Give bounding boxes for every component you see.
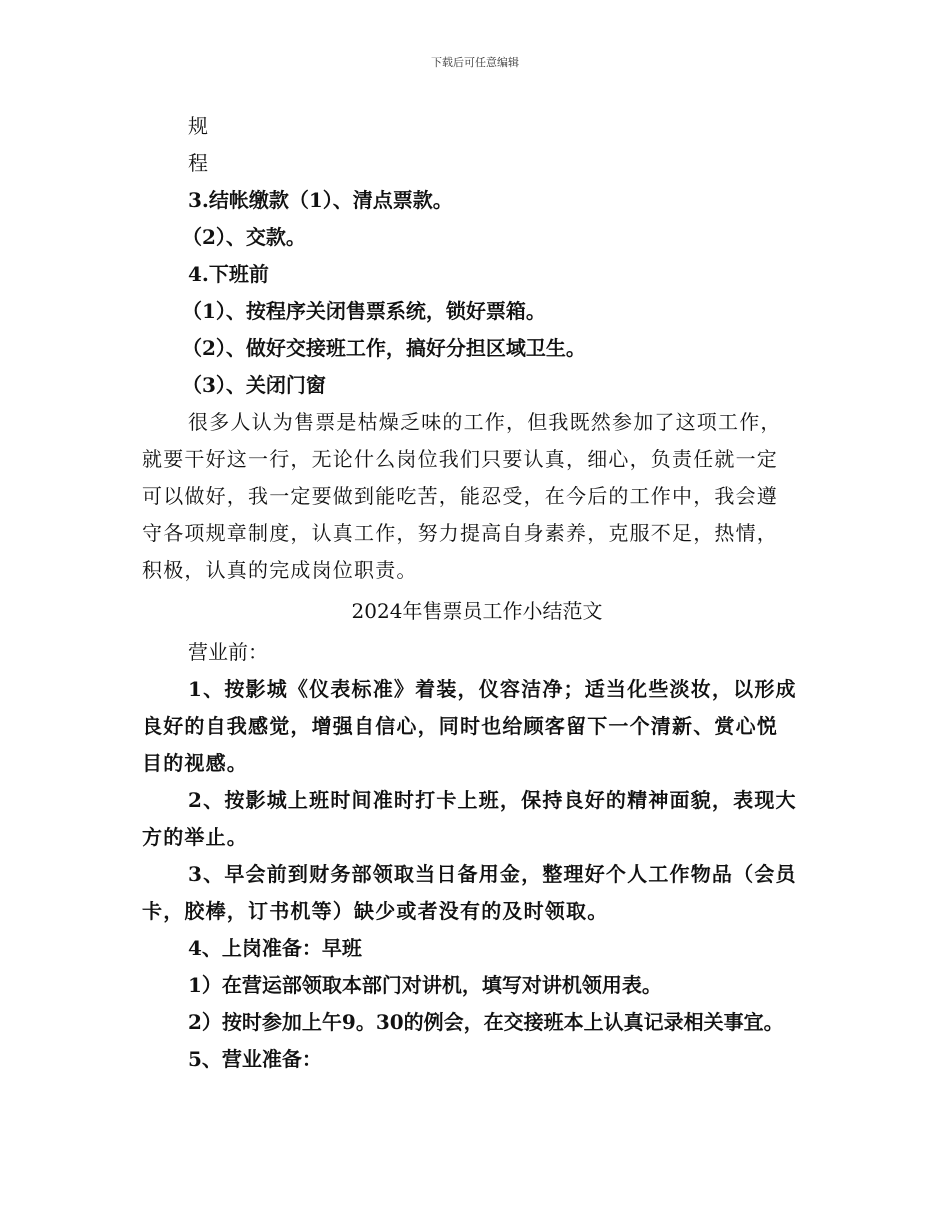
paragraph-line: 就要干好这一行，无论什么岗位我们只要认真，细心，负责任就一定 [142, 447, 778, 471]
text-line: 营业前： [188, 640, 268, 664]
document-body [142, 108, 812, 1078]
list-item: 4、上岗准备：早班 [188, 936, 362, 960]
paragraph-line: 卡，胶棒，订书机等）缺少或者没有的及时领取。 [142, 899, 609, 923]
paragraph-line: 目的视感。 [142, 751, 248, 775]
list-item: 5、营业准备： [188, 1047, 322, 1071]
list-item [142, 856, 812, 930]
text-line: （1）、按程序关闭售票系统，锁好票箱。 [182, 299, 546, 323]
page-header: 下载后可任意编辑 [431, 56, 519, 69]
text-line: 程 [188, 151, 208, 175]
paragraph-line: 积极，认真的完成岗位职责。 [142, 558, 418, 582]
paragraph-line: 守各项规章制度，认真工作，努力提高自身素养，克服不足，热情， [142, 521, 778, 545]
paragraph-line: 2、按影城上班时间准时打卡上班，保持良好的精神面貌，表现大 [188, 788, 797, 812]
paragraph-line: 良好的自我感觉，增强自信心，同时也给顾客留下一个清新、赏心悦 [142, 714, 778, 738]
paragraph-line: 1、按影城《仪表标准》着装，仪容洁净；适当化些淡妆，以形成 [188, 677, 797, 701]
text-line: 4.下班前 [188, 262, 269, 286]
list-item: 1）在营运部领取本部门对讲机，填写对讲机领用表。 [188, 973, 662, 997]
list-item [142, 671, 812, 782]
text-line: 规 [188, 114, 208, 138]
closing-paragraph [142, 404, 812, 589]
paragraph-line: 3、早会前到财务部领取当日备用金，整理好个人工作物品（会员 [188, 862, 797, 886]
text-line: （2）、交款。 [182, 225, 306, 249]
text-line: 3.结帐缴款（1）、清点票款。 [188, 188, 453, 212]
text-line: （3）、关闭门窗 [182, 373, 326, 397]
list-item: 2）按时参加上午9。30的例会，在交接班本上认真记录相关事宜。 [188, 1010, 784, 1034]
text-line: （2）、做好交接班工作，搞好分担区域卫生。 [182, 336, 586, 360]
paragraph-line: 很多人认为售票是枯燥乏味的工作，但我既然参加了这项工作， [188, 410, 782, 434]
section-title: 2024年售票员工作小结范文 [351, 599, 603, 623]
list-item [142, 782, 812, 856]
paragraph-line: 方的举止。 [142, 825, 248, 849]
paragraph-line: 可以做好，我一定要做到能吃苦，能忍受，在今后的工作中，我会遵 [142, 484, 778, 508]
